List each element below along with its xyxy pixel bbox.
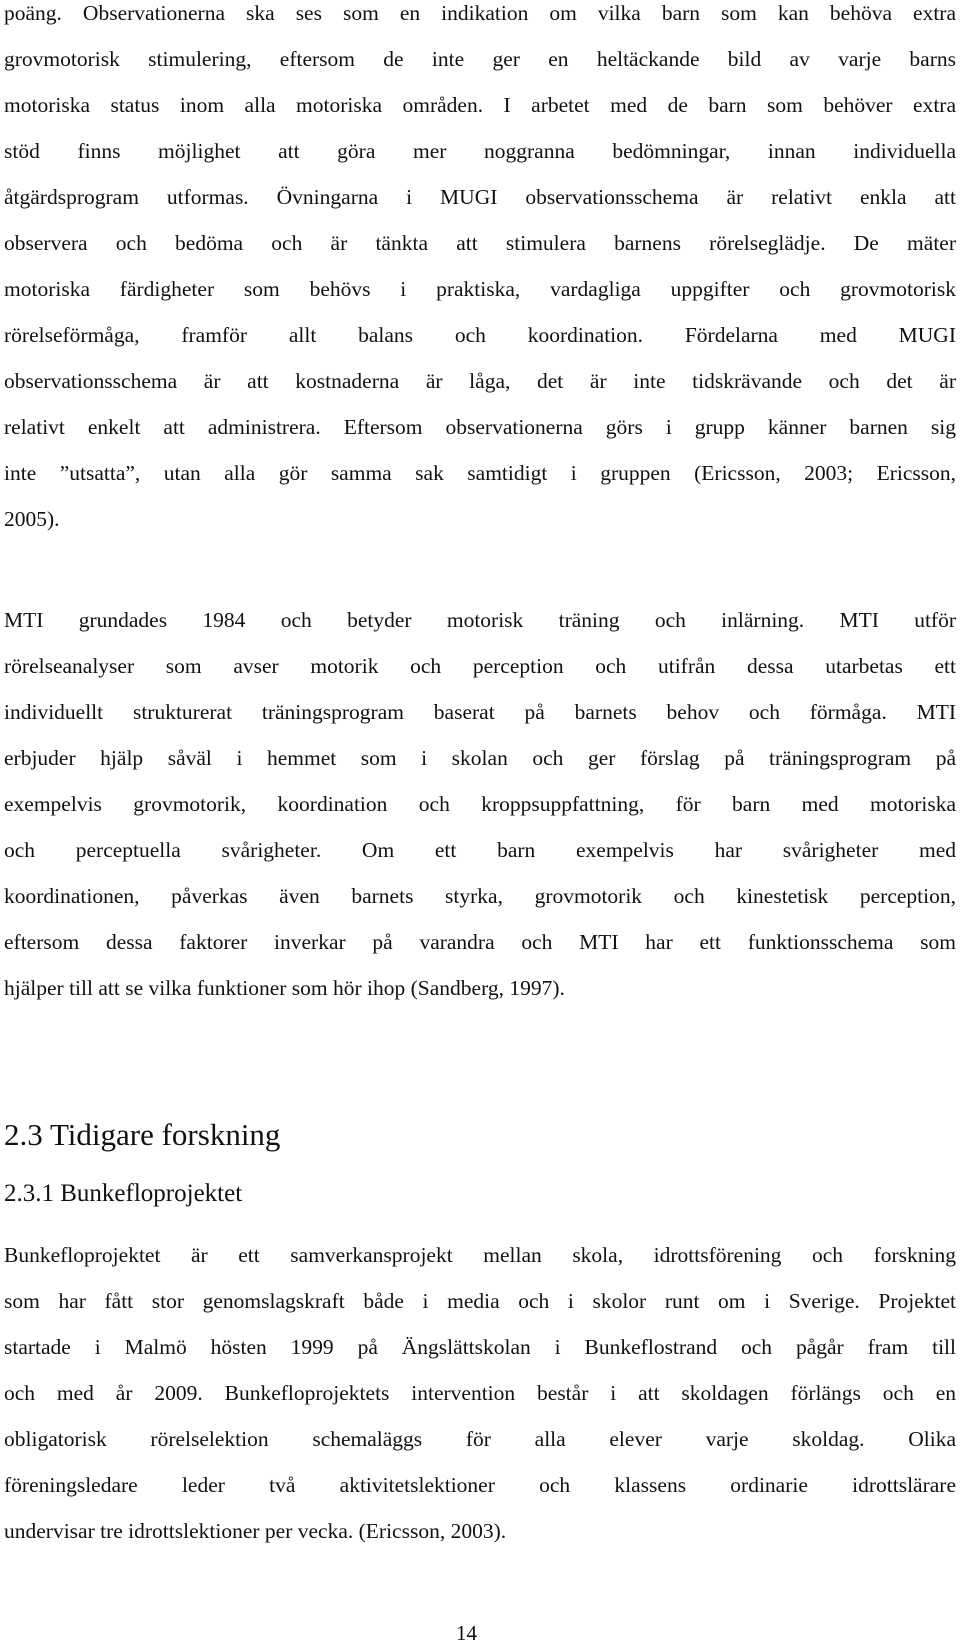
text-line: föreningsledare leder två aktivitetslektioner och klassens ordinarie idrottslärare	[4, 1473, 956, 1497]
text-line: rörelseanalyser som avser motorik och perception och utifrån dessa utarbetas ett	[4, 654, 956, 678]
text-line: observationsschema är att kostnaderna är låga, det är inte tidskrävande och det är	[4, 369, 956, 393]
text-line: relativt enkelt att administrera. Eftersom observationerna görs i grupp känner barnen sig	[4, 415, 956, 439]
text-line: 2005).	[4, 507, 60, 531]
text-line: stöd finns möjlighet att göra mer noggranna bedömningar, innan individuella	[4, 139, 956, 163]
paragraph-mti	[4, 597, 956, 1011]
text-line: Bunkefloprojektet är ett samverkansprojekt mellan skola, idrottsförening och forskning	[4, 1243, 956, 1267]
text-line: motoriska färdigheter som behövs i praktiska, vardagliga uppgifter och grovmotorisk	[4, 277, 956, 301]
text-line: observera och bedöma och är tänkta att stimulera barnens rörelseglädje. De mäter	[4, 231, 956, 255]
text-line: grovmotorisk stimulering, eftersom de inte ger en heltäckande bild av varje barns	[4, 47, 956, 71]
paragraph-bunkeflo	[4, 1232, 956, 1554]
text-line: åtgärdsprogram utformas. Övningarna i MUGI observationsschema är relativt enkla att	[4, 185, 956, 209]
page-number: 14	[456, 1621, 477, 1645]
text-line: koordinationen, påverkas även barnets styrka, grovmotorik och kinestetisk perception,	[4, 884, 956, 908]
text-line: hjälper till att se vilka funktioner som hör ihop (Sandberg, 1997).	[4, 976, 565, 1000]
text-line: och med år 2009. Bunkefloprojektets intervention består i att skoldagen förlängs och en	[4, 1381, 956, 1405]
text-line: exempelvis grovmotorik, koordination och kroppsuppfattning, för barn med motoriska	[4, 792, 956, 816]
text-line: motoriska status inom alla motoriska områden. I arbetet med de barn som behöver extra	[4, 93, 956, 117]
text-line: individuellt strukturerat träningsprogram baserat på barnets behov och förmåga. MTI	[4, 700, 956, 724]
text-line: eftersom dessa faktorer inverkar på varandra och MTI har ett funktionsschema som	[4, 930, 956, 954]
subsection-heading: 2.3.1 Bunkefloprojektet	[4, 1180, 243, 1207]
paragraph-mugi-observation	[4, 0, 956, 542]
text-line: som har fått stor genomslagskraft både i media och i skolor runt om i Sverige. Projektet	[4, 1289, 956, 1313]
section-heading: 2.3 Tidigare forskning	[4, 1117, 281, 1152]
text-line: rörelseförmåga, framför allt balans och koordination. Fördelarna med MUGI	[4, 323, 956, 347]
text-line: startade i Malmö hösten 1999 på Ängslättskolan i Bunkeflostrand och pågår fram till	[4, 1335, 956, 1359]
text-line: poäng. Observationerna ska ses som en indikation om vilka barn som kan behöva extra	[4, 1, 956, 25]
text-line: obligatorisk rörelselektion schemaläggs för alla elever varje skoldag. Olika	[4, 1427, 956, 1451]
text-line: erbjuder hjälp såväl i hemmet som i skolan och ger förslag på träningsprogram på	[4, 746, 956, 770]
text-line: undervisar tre idrottslektioner per vecka. (Ericsson, 2003).	[4, 1519, 507, 1543]
text-line: inte ”utsatta”, utan alla gör samma sak samtidigt i gruppen (Ericsson, 2003; Ericsson,	[4, 461, 956, 485]
text-line: MTI grundades 1984 och betyder motorisk träning och inlärning. MTI utför	[4, 608, 956, 632]
text-line: och perceptuella svårigheter. Om ett barn exempelvis har svårigheter med	[4, 838, 956, 862]
